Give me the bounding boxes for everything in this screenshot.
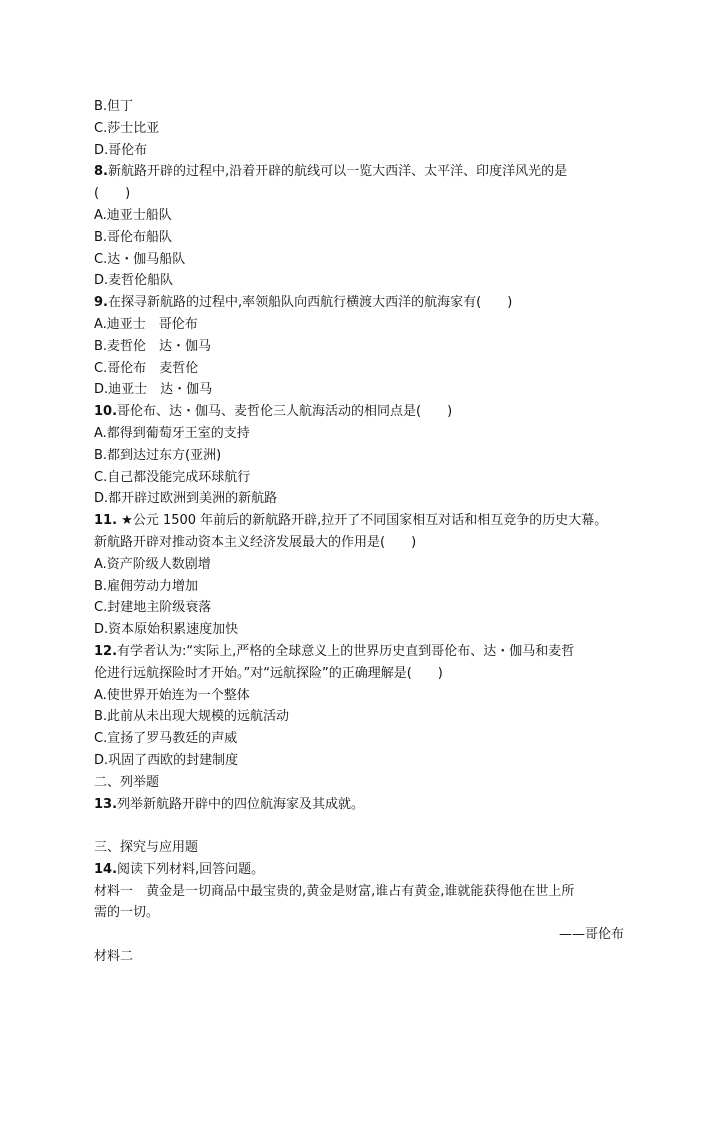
q14-text: 阅读下列材料,回答问题。 bbox=[117, 861, 265, 877]
q14-material1-line2: 需的一切。 bbox=[94, 905, 160, 921]
q12-option-c: C.宣扬了罗马教廷的声威 bbox=[94, 731, 238, 747]
q9-stem bbox=[94, 292, 624, 314]
q8-option-b: B.哥伦布船队 bbox=[94, 229, 173, 245]
q9-option-b: B.麦哲伦 达・伽马 bbox=[94, 338, 212, 354]
q12-option-d: D.巩固了西欧的封建制度 bbox=[94, 752, 239, 768]
q8-stem bbox=[94, 161, 624, 183]
q8-number: 8. bbox=[94, 164, 108, 180]
q12-number: 12. bbox=[94, 643, 118, 659]
question-content bbox=[94, 96, 624, 968]
q9-number: 9. bbox=[94, 295, 108, 311]
q11-stem-line2: 新航路开辟对推动资本主义经济发展最大的作用是( ) bbox=[94, 534, 417, 550]
q8-text: 新航路开辟的过程中,沿着开辟的航线可以一览大西洋、太平洋、印度洋风光的是 bbox=[107, 164, 568, 180]
q14-material2-label: 材料二 bbox=[94, 949, 134, 965]
section-heading-listing: 二、列举题 bbox=[94, 774, 160, 790]
q10-option-a: A.都得到葡萄牙王室的支持 bbox=[94, 425, 250, 441]
q10-number: 10. bbox=[94, 404, 118, 420]
q11-option-c: C.封建地主阶级衰落 bbox=[94, 600, 212, 616]
q12-stem-line1 bbox=[94, 641, 624, 663]
q11-number: 11. bbox=[94, 513, 118, 529]
q11-option-b: B.雇佣劳动力增加 bbox=[94, 578, 199, 594]
q11-option-a: A.资产阶级人数剧增 bbox=[94, 556, 211, 572]
q14-number: 14. bbox=[94, 861, 118, 877]
q13-stem bbox=[94, 794, 624, 816]
q12-option-a: A.使世界开始连为一个整体 bbox=[94, 687, 250, 703]
answer-space bbox=[94, 815, 624, 837]
q9-option-d: D.迪亚士 达・伽马 bbox=[94, 382, 213, 398]
q14-material1-line1: 材料一 黄金是一切商品中最宝贵的,黄金是财富,谁占有黄金,谁就能获得他在世上所 bbox=[94, 883, 575, 899]
q13-text: 列举新航路开辟中的四位航海家及其成就。 bbox=[117, 796, 365, 812]
q12-stem-line2: 伦进行远航探险时才开始。”对“远航探险”的正确理解是( ) bbox=[94, 665, 443, 681]
q8-option-c: C.达・伽马船队 bbox=[94, 251, 186, 267]
q10-option-d: D.都开辟过欧洲到美洲的新航路 bbox=[94, 491, 278, 507]
q7-option-d: D.哥伦布 bbox=[94, 142, 148, 158]
q10-text: 哥伦布、达・伽马、麦哲伦三人航海活动的相同点是( ) bbox=[117, 404, 453, 420]
q10-option-b: B.都到达过东方(亚洲) bbox=[94, 447, 222, 463]
section-heading-inquiry: 三、探究与应用题 bbox=[94, 840, 199, 856]
q12-text1: 有学者认为:“实际上,严格的全球意义上的世界历史直到哥伦布、达・伽马和麦哲 bbox=[117, 643, 575, 659]
q11-option-d: D.资本原始积累速度加快 bbox=[94, 622, 239, 638]
q14-stem bbox=[94, 859, 624, 881]
q11-stem-line1 bbox=[94, 510, 624, 532]
q8-answer-paren: ( ) bbox=[94, 186, 131, 202]
q8-option-a: A.迪亚士船队 bbox=[94, 207, 172, 223]
q13-number: 13. bbox=[94, 796, 118, 812]
q8-option-d: D.麦哲伦船队 bbox=[94, 273, 174, 289]
q7-option-c: C.莎士比亚 bbox=[94, 120, 160, 136]
q7-option-b: B.但丁 bbox=[94, 99, 134, 114]
q14-attribution: ——哥伦布 bbox=[558, 927, 624, 943]
q9-text: 在探寻新航路的过程中,率领船队向西航行横渡大西洋的航海家有( ) bbox=[107, 295, 513, 311]
q12-option-b: B.此前从未出现大规模的远航活动 bbox=[94, 709, 290, 725]
q11-text1: ★公元 1500 年前后的新航路开辟,拉开了不同国家相互对话和相互竞争的历史大幕。 bbox=[121, 513, 608, 529]
q9-option-c: C.哥伦布 麦哲伦 bbox=[94, 360, 199, 376]
q9-option-a: A.迪亚士 哥伦布 bbox=[94, 316, 198, 332]
q10-stem bbox=[94, 401, 624, 423]
q10-option-c: C.自己都没能完成环球航行 bbox=[94, 469, 251, 485]
